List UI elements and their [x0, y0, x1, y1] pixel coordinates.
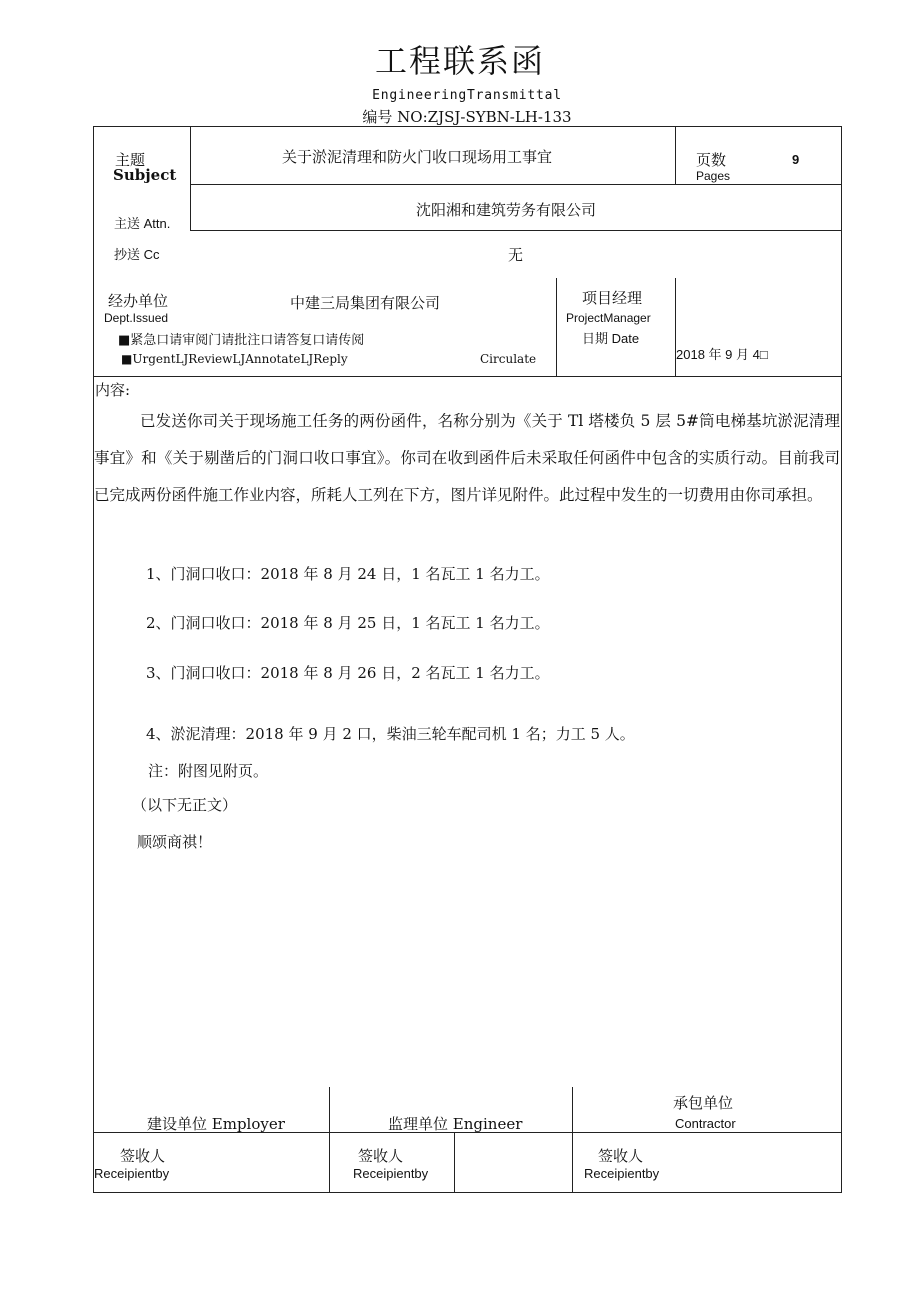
pages-label-en: Pages [696, 169, 731, 183]
content-label: 内容: [95, 381, 131, 399]
table-border-right [841, 126, 842, 1193]
document-subtitle: EngineeringTransmittal [372, 88, 562, 103]
pages-label-cn: 页数 [696, 151, 727, 169]
content-closing: 顺颂商祺！ [137, 833, 213, 851]
col-divider-label [190, 126, 191, 231]
recipient-label-en: Receipientby [584, 1166, 660, 1181]
col-divider-dept [556, 278, 557, 376]
dept-label-cn: 经办单位 [108, 292, 169, 310]
contractor-label-cn: 承包单位 [673, 1094, 734, 1112]
list-item: 3、门洞口收口：2018 年 8 月 26 日，2 名瓦工 1 名力工。 [146, 664, 550, 682]
recipient-label-en: Receipientby [94, 1166, 170, 1181]
date-label: 日期 Date [582, 331, 640, 346]
row-divider-header-bottom [93, 376, 842, 377]
dept-label-en: Dept.Issued [104, 311, 169, 325]
engineer-label: 监理单位 Engineer [388, 1115, 523, 1133]
list-item: 2、门洞口收口：2018 年 8 月 25 日，1 名瓦工 1 名力工。 [146, 614, 550, 632]
subject-value: 关于淤泥清理和防火门收口现场用工事宜 [282, 148, 553, 166]
recipient-label-cn: 签收人 [120, 1147, 166, 1165]
contractor-label-en: Contractor [675, 1116, 736, 1131]
attn-label: 主送 Attn. [114, 216, 171, 231]
recipient-label-cn: 签收人 [598, 1147, 644, 1165]
action-options-en: ■UrgentLJReviewLJAnnotateLJReply [121, 352, 348, 366]
employer-label: 建设单位 Employer [147, 1115, 285, 1133]
cc-label: 抄送 Cc [114, 247, 160, 262]
col-divider-footer-1 [329, 1087, 330, 1193]
subject-label-cn: 主题 [115, 151, 146, 169]
document-title: 工程联系函 [374, 42, 545, 80]
row-divider-attn [190, 230, 842, 231]
pages-value: 9 [792, 152, 800, 167]
dept-value: 中建三局集团有限公司 [290, 294, 441, 312]
action-options-cn: ■紧急口请审阅门请批注口请答复口请传阅 [118, 333, 365, 348]
date-value: 2018 年 9 月 4□ [676, 347, 768, 362]
row-divider-subject [190, 184, 842, 185]
content-paragraph: 已发送你司关于现场施工任务的两份函件，名称分别为《关于 Tl 塔楼负 5 层 5#筒电梯基坑淤泥清理事宜》和《关于剔凿后的门洞口收口事宜》。你司在收到函件后未采取任何函件中包含的实质行动。目前我司已完成两份函件施工作业内容，所耗人工列在下方，图片详见附件。此过程中发生的一切费用由你司承担。 [94, 412, 840, 504]
pm-label-en: ProjectManager [566, 311, 651, 325]
table-border-top [93, 126, 842, 127]
col-divider-footer-3 [454, 1132, 455, 1193]
cc-value: 无 [508, 246, 524, 264]
col-divider-pages [675, 126, 676, 185]
col-divider-footer-2 [572, 1087, 573, 1193]
table-border-left [93, 126, 94, 1193]
list-item: 1、门洞口收口：2018 年 8 月 24 日，1 名瓦工 1 名力工。 [146, 565, 550, 583]
subject-label-en: Subject [113, 166, 177, 184]
attn-value: 沈阳湘和建筑劳务有限公司 [416, 201, 597, 219]
content-note: 注：附图见附页。 [148, 762, 269, 780]
action-circulate: Circulate [480, 352, 537, 366]
table-border-bottom [93, 1192, 842, 1193]
recipient-label-cn: 签收人 [358, 1147, 404, 1165]
document-number: 编号 NO:ZJSJ-SYBN-LH-133 [362, 108, 572, 126]
list-item: 4、淤泥清理：2018 年 9 月 2 口，柴油三轮车配司机 1 名；力工 5 人。 [146, 725, 635, 743]
recipient-label-en: Receipientby [353, 1166, 429, 1181]
pm-label-cn: 项目经理 [582, 289, 643, 307]
content-end-marker: （以下无正文） [132, 796, 238, 814]
